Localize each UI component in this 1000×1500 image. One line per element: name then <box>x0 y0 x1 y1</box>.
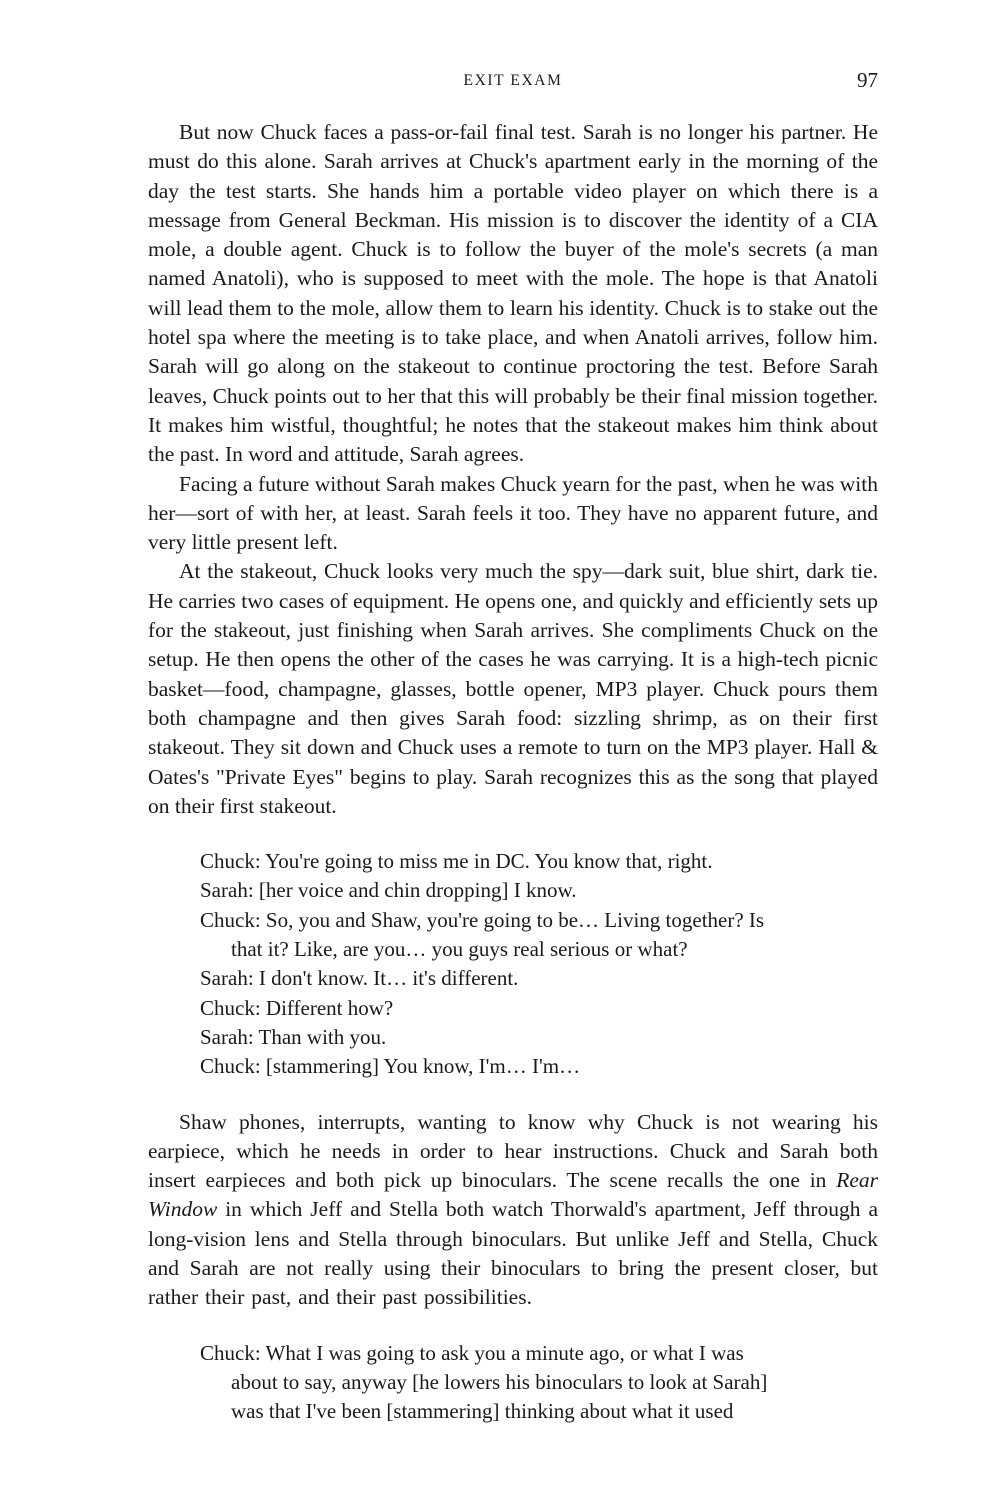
paragraph: But now Chuck faces a pass-or-fail final test. Sarah is no longer his partner. He must do this alone. Sarah arrives at Chuck's apartment early in the morning of the day the test starts. She hands him a portable video player on which there is a message from General Beckman. His mission is to discover the identity of a CIA mole, a double agent. Chuck is to follow the buyer of the mole's secrets (a man named Anatoli), who is supposed to meet with the mole. The hope is that Anatoli will lead them to the mole, allow them to learn his identity. Chuck is to stake out the hotel spa where the meeting is to take place, and when Anatoli arrives, follow him. Sarah will go along on the stakeout to continue proctoring the test. Before Sarah leaves, Chuck points out to her that this will probably be their final mission together. It makes him wistful, thoughtful; he notes that the stakeout makes him think about the past. In word and attitude, Sarah agrees. <box>148 120 878 467</box>
running-head-title: EXIT EXAM <box>463 72 563 89</box>
block-quote-dialogue-two <box>148 1339 878 1427</box>
dialogue-line: Sarah: [her voice and chin dropping] I know. <box>200 878 577 903</box>
dialogue-line: Sarah: I don't know. It… it's different. <box>200 966 519 991</box>
dialogue-line: Sarah: Than with you. <box>200 1024 387 1049</box>
paragraph: Facing a future without Sarah makes Chuck yearn for the past, when he was with her—sort of with her, at least. Sarah feels it too. They have no apparent future, and very little present left. <box>148 471 878 555</box>
block-quote-dialogue-one <box>148 847 878 1081</box>
paragraph-with-italics <box>148 1108 878 1313</box>
dialogue-line: was that I've been [stammering] thinking about what it used <box>231 1399 734 1424</box>
paragraph-text-pre: Shaw phones, interrupts, wanting to know why Chuck is not wearing his earpiece, which he needs in order to hear instructions. Chuck and Sarah both insert earpieces and both pick up binoculars. The scene recalls the one in <box>148 1109 878 1193</box>
dialogue-line: Chuck: So, you and Shaw, you're going to be… Living together? Is <box>200 907 765 932</box>
running-head <box>148 68 878 92</box>
dialogue-line: Chuck: [stammering] You know, I'm… I'm… <box>200 1054 581 1079</box>
page-number: 97 <box>857 68 878 92</box>
dialogue-line: Chuck: What I was going to ask you a minute ago, or what I was <box>200 1340 744 1365</box>
dialogue-line: Chuck: You're going to miss me in DC. You know that, right. <box>200 849 713 874</box>
dialogue-line: about to say, anyway [he lowers his binoculars to look at Sarah] <box>231 1369 768 1394</box>
text-block <box>148 118 878 1426</box>
spacer <box>148 1082 878 1108</box>
paragraph-text-post: in which Jeff and Stella both watch Thorwald's apartment, Jeff through a long-vision lens and Stella through binoculars. But unlike Jeff and Stella, Chuck and Sarah are not really using their binoculars to bring the present closer, but rather their past, and their past possibilities. <box>148 1197 878 1310</box>
paragraph: At the stakeout, Chuck looks very much the spy—dark suit, blue shirt, dark tie. He carries two cases of equipment. He opens one, and quickly and efficiently sets up for the stakeout, just finishing when Sarah arrives. She compliments Chuck on the setup. He then opens the other of the cases he was carrying. It is a high-tech picnic basket—food, champagne, glasses, bottle opener, MP3 player. Chuck pours them both champagne and then gives Sarah food: sizzling shrimp, as on their first stakeout. They sit down and Chuck uses a remote to turn on the MP3 player. Hall & Oates's "Private Eyes" begins to play. Sarah recognizes this as the song that played on their first stakeout. <box>148 559 878 818</box>
italic-title: Rear Window <box>148 1168 878 1222</box>
dialogue-line: Chuck: Different how? <box>200 995 394 1020</box>
dialogue-line: that it? Like, are you… you guys real serious or what? <box>231 937 688 962</box>
